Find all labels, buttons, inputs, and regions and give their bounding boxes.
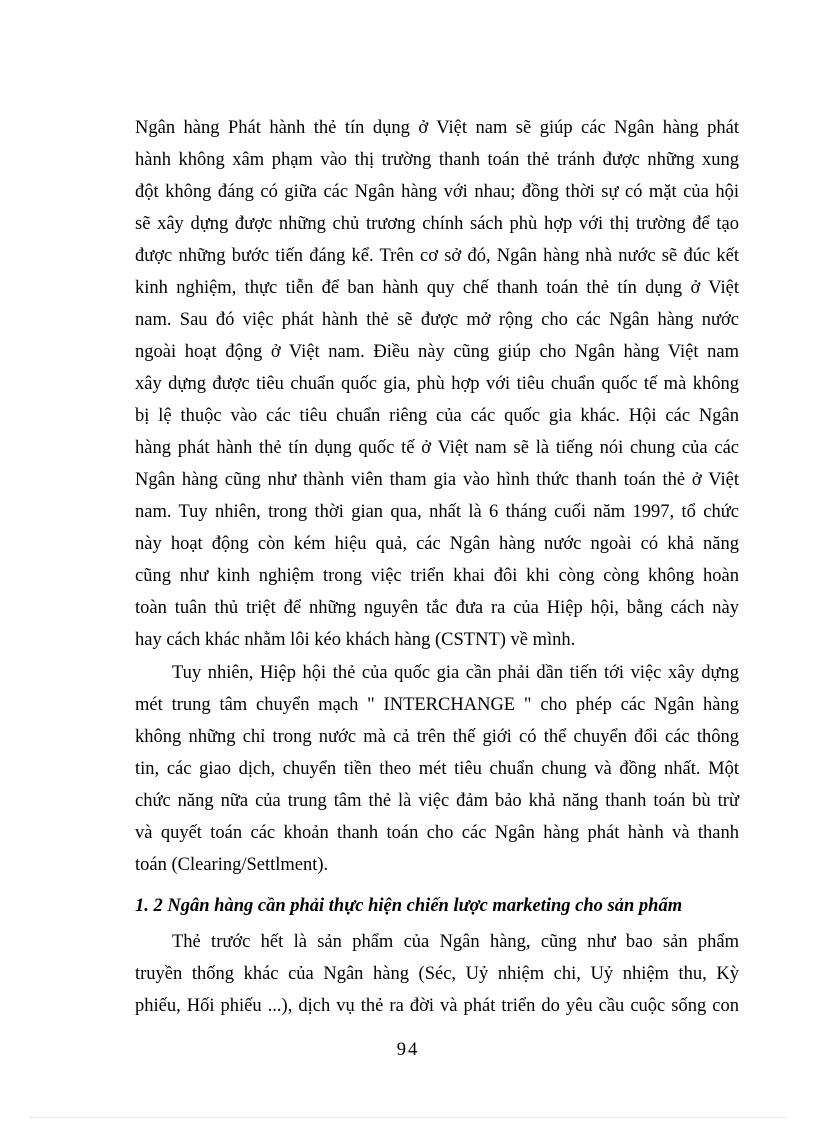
text-line: nam. Tuy nhiên, trong thời gian qua, nhất là 6 tháng cuối năm 1997, tổ chức bbox=[135, 502, 739, 522]
paragraph-3 bbox=[135, 926, 739, 1022]
text-line: và quyết toán các khoản thanh toán cho các Ngân hàng phát hành và thanh bbox=[135, 823, 739, 843]
text-line: tin, các giao dịch, chuyển tiền theo mét tiêu chuẩn chung và đồng nhất. Một bbox=[135, 759, 739, 779]
paragraph-2 bbox=[135, 657, 739, 881]
text-line: này hoạt động còn kém hiệu quả, các Ngân hàng nước ngoài có khả năng bbox=[135, 534, 739, 554]
text-line: ngoài hoạt động ở Việt nam. Điều này cũng giúp cho Ngân hàng Việt nam bbox=[135, 342, 739, 362]
text-line: Ngân hàng cũng như thành viên tham gia vào hình thức thanh toán thẻ ở Việt bbox=[135, 470, 739, 490]
text-line: mét trung tâm chuyển mạch " INTERCHANGE " cho phép các Ngân hàng bbox=[135, 695, 739, 715]
text-line: hành không xâm phạm vào thị trường thanh toán thẻ tránh được những xung bbox=[135, 150, 739, 170]
text-line: sẽ xây dựng được những chủ trương chính sách phù hợp với thị trường để tạo bbox=[135, 214, 739, 234]
page-number: 94 bbox=[396, 1040, 420, 1060]
text-line: xây dựng được tiêu chuẩn quốc gia, phù hợp với tiêu chuẩn quốc tế mà không bbox=[135, 374, 739, 394]
text-line: nam. Sau đó việc phát hành thẻ sẽ được mở rộng cho các Ngân hàng nước bbox=[135, 310, 739, 330]
text-line: hàng phát hành thẻ tín dụng quốc tế ở Việt nam sẽ là tiếng nói chung của các bbox=[135, 438, 739, 458]
text-line: không những chỉ trong nước mà cả trên thế giới có thể chuyển đổi các thông bbox=[135, 727, 739, 747]
text-line: kinh nghiệm, thực tiễn để ban hành quy chế thanh toán thẻ tín dụng ở Việt bbox=[135, 278, 739, 298]
text-line: hay cách khác nhằm lôi kéo khách hàng (CSTNT) về mình. bbox=[135, 630, 576, 650]
text-line: phiếu, Hối phiếu ...), dịch vụ thẻ ra đời và phát triển do yêu cầu cuộc sống con bbox=[135, 996, 739, 1016]
section-heading: 1. 2 Ngân hàng cần phải thực hiện chiến lược marketing cho sản phẩm bbox=[135, 896, 683, 916]
text-line: Ngân hàng Phát hành thẻ tín dụng ở Việt nam sẽ giúp các Ngân hàng phát bbox=[135, 118, 739, 138]
paragraph-1 bbox=[135, 112, 739, 656]
text-line: Thẻ trước hết là sản phẩm của Ngân hàng, cũng như bao sản phẩm bbox=[172, 932, 739, 952]
text-line: được những bước tiến đáng kể. Trên cơ sở đó, Ngân hàng nhà nước sẽ đúc kết bbox=[135, 246, 739, 266]
text-line: bị lệ thuộc vào các tiêu chuẩn riêng của các quốc gia khác. Hội các Ngân bbox=[135, 406, 739, 426]
text-line: toán (Clearing/Settlment). bbox=[135, 855, 329, 875]
text-line: toàn tuân thủ triệt để những nguyên tắc đưa ra của Hiệp hội, bằng cách này bbox=[135, 598, 739, 618]
text-line: chức năng nữa của trung tâm thẻ là việc đảm bảo khả năng thanh toán bù trừ bbox=[135, 791, 739, 811]
text-line: đột không đáng có giữa các Ngân hàng với nhau; đồng thời sự có mặt của hội bbox=[135, 182, 739, 202]
page-bottom-divider bbox=[30, 1117, 786, 1118]
text-line: Tuy nhiên, Hiệp hội thẻ của quốc gia cần phải dần tiến tới việc xây dựng bbox=[172, 663, 739, 683]
text-line: truyền thống khác của Ngân hàng (Séc, Uỷ nhiệm chi, Uỷ nhiệm thu, Kỳ bbox=[135, 964, 739, 984]
text-line: cũng như kinh nghiệm trong việc triển khai đôi khi còng còng không hoàn bbox=[135, 566, 739, 586]
